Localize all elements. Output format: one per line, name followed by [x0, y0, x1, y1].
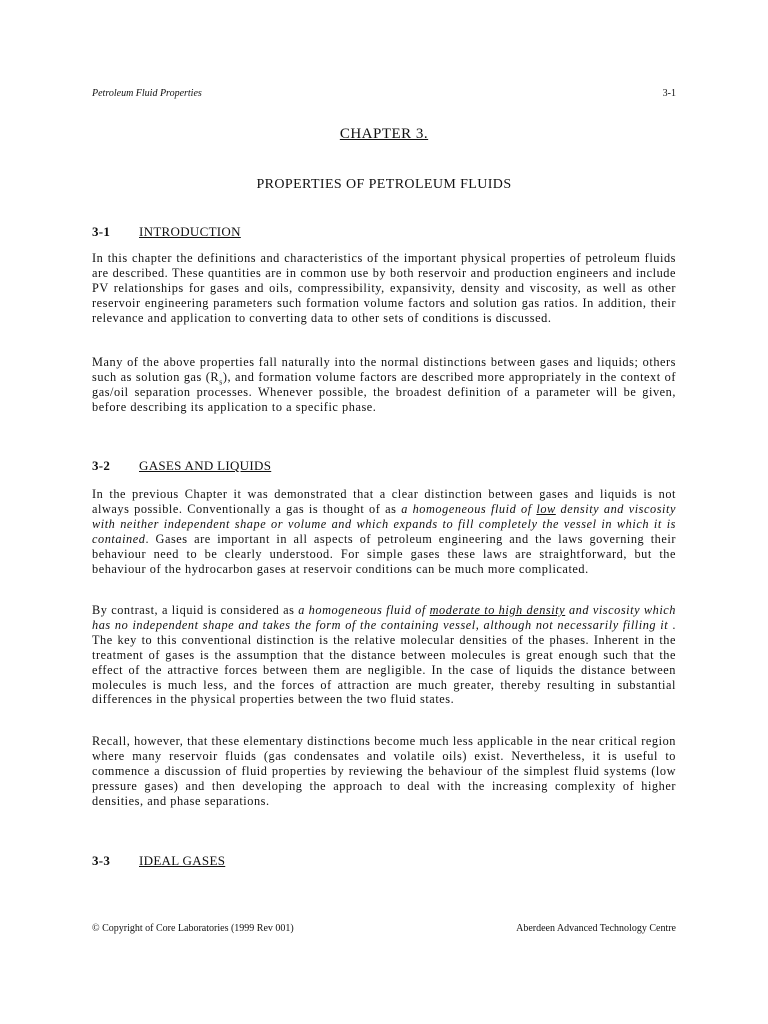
emphasis-text: and viscosity which has no independent shape and takes the form of the containing vessel, although not necessarily filling it	[92, 603, 677, 632]
emphasis-text: a homogeneous fluid of	[298, 603, 430, 617]
paragraph-text: . Gases are important in all aspects of petroleum engineering and the laws governing their behaviour need to be clearly understood. For simple gases these laws are straightforward, but the behaviour of the hydrocarbon gases at reservoir conditions can be much more complicated.	[92, 531, 676, 576]
organization-name: Aberdeen Advanced Technology Centre	[516, 923, 676, 934]
subscript-s: s	[219, 377, 223, 387]
paragraph-text: ), and formation volume factors are described more appropriately in the context of gas/oil separation processes. Whenever possible, the broadest definition of a parameter will be given, before describing its application to a specific phase.	[92, 369, 676, 414]
section-3-1-heading	[92, 224, 676, 240]
emphasis-underlined-text: moderate to high density	[429, 603, 566, 617]
paragraph-text: . The key to this conventional distinction is the relative molecular densities of the phases. Inherent in the treatment of gases is the assumption that the distance between molecules is great enough such that the effect of the attractive forces between them are negligible. In the case of liquids the distance between molecules is much less, and the forces of attraction are much greater, thereby resulting in substantial differences in the physical properties between the two fluid states.	[92, 617, 677, 707]
paragraph-introduction-2	[92, 355, 676, 415]
running-footer	[92, 923, 676, 934]
emphasis-text: a homogeneous fluid of	[401, 501, 537, 516]
page-number: 3-1	[662, 88, 676, 99]
paragraph-text: In this chapter the definitions and characteristics of the important physical properties of petroleum fluids are described. These quantities are in common use by both reservoir and production engineers and include PV relationships for gases and oils, compressibility, expansivity, density and viscosity, as well as other reservoir engineering parameters such formation volume factors and solution gas ratios. In addition, their relevance and application to converting data to other sets of conditions is discussed.	[92, 251, 676, 325]
section-title: IDEAL GASES	[139, 853, 226, 868]
section-number: 3-3	[92, 853, 111, 868]
section-3-3-heading	[92, 853, 676, 869]
chapter-number: CHAPTER 3.	[339, 126, 429, 142]
section-title: INTRODUCTION	[139, 224, 241, 239]
copyright-notice: © Copyright of Core Laboratories (1999 Rev 001)	[92, 923, 294, 934]
running-header	[92, 88, 676, 99]
section-number: 3-2	[92, 458, 111, 473]
section-3-2-heading	[92, 458, 676, 474]
paragraph-gases-liquids-3	[92, 734, 676, 809]
paragraph-gases-liquids-2	[92, 603, 676, 707]
paragraph-text: Recall, however, that these elementary distinctions become much less applicable in the near critical region where many reservoir fluids (gas condensates and volatile oils) exist. Nevertheless, it is useful to commence a discussion of fluid properties by reviewing the behaviour of the simplest fluid systems (low pressure gases) and then developing the approach to deal with the increasing complexity of higher densities, and phase separations.	[92, 734, 676, 808]
paragraph-text: In the previous Chapter it was demonstrated that a clear distinction between gases and liquids is not always possible. Conventionally a gas is thought of as	[92, 487, 676, 516]
section-title: GASES AND LIQUIDS	[139, 458, 272, 473]
chapter-heading	[0, 126, 768, 143]
emphasis-text: density and viscosity with neither independent shape or volume and which expands to fill completely the vessel in which it is contained	[92, 501, 677, 546]
chapter-title: PROPERTIES OF PETROLEUM FLUIDS	[256, 177, 512, 192]
paragraph-text: Many of the above properties fall naturally into the normal distinctions between gases and liquids; others such as solution gas (R	[92, 355, 676, 384]
section-number: 3-1	[92, 224, 111, 239]
emphasis-underlined-text: low	[536, 501, 556, 516]
paragraph-text: By contrast, a liquid is considered as	[92, 603, 299, 617]
paragraph-gases-liquids-1	[92, 487, 676, 576]
paragraph-introduction-1	[92, 251, 676, 326]
running-title: Petroleum Fluid Properties	[92, 88, 202, 99]
